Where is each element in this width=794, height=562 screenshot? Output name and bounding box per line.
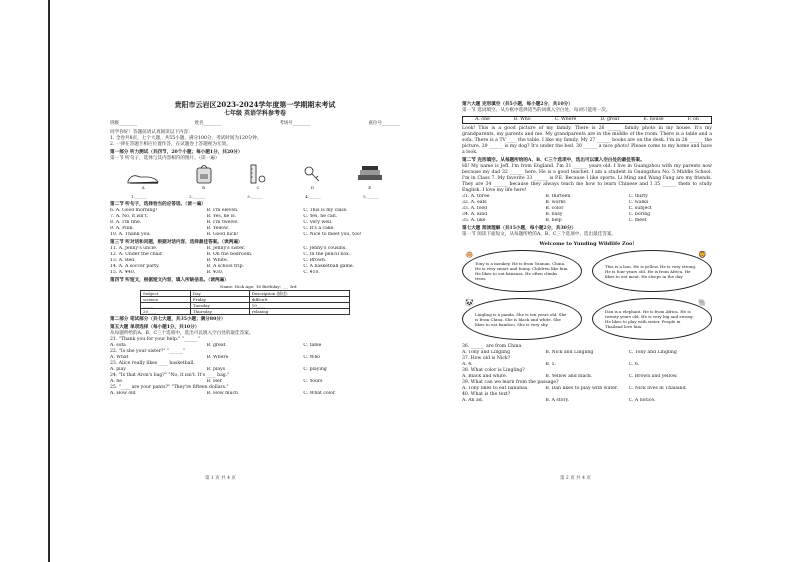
panda-icon: 🐼 [465,299,474,307]
question: 25. "____ are your pants?" "They're fifteen dollars." [110,385,229,390]
sec7-heading: 第七大题 阅读理解（共15小题，每小题2分，共30分） [462,226,577,231]
options-row: A. Tony and Lingling B. Nick and Lingling C. Tony and Lingling [462,350,677,355]
keys-icon [301,163,323,185]
sec6-heading: 第六大题 完形填空（共5小题，每小题2分，共10分） [462,102,573,107]
sneakers-icon [126,169,160,185]
sec2-heading: 第二节 听句子，选择恰当的应答语。（读一遍） [110,202,206,207]
picture-a: A [126,169,160,191]
options-row: A. 4. B. 5. C. 6. [462,362,640,367]
sec7a-heading: 第一节 阅读下面短文，从每题所给的A、B、C三个选项中，选出最佳答案。 [462,232,617,237]
exam-title: 贵阳市云岩区2023-2024学年度第一学期期末考试 [174,100,336,109]
table-row: 20____ Thursday relaxing [141,309,350,315]
sec5-heading: 第五大题 单项选择（每小题1分，共10分） [110,325,200,330]
table-row: science Friday difficult [141,297,350,303]
name-field[interactable]: 姓名________ [194,121,222,126]
seat-field[interactable]: 座位号________ [368,121,400,126]
sec5-note: 从每题所给的A、B、C三个选项中，选出可以填入空白处的最佳答案。 [110,331,254,336]
exam-subtitle: 七年级 英语学科参考卷 [223,110,287,117]
lion-icon: 🦁 [698,251,707,259]
table-row: Subject Day Description (描述) [141,291,350,297]
picture-e: E [356,165,384,191]
notice-item: 1. 全卷共8页，七个大题，共55小题，满分100分，考试时间为120分钟。 [110,136,262,141]
question: 23. Alice really likes ____ basketball. [110,361,195,366]
part1-heading: 第一部分 听力测试（共四节，20个小题；每小题1分，共20分） [110,150,243,155]
question: 38. What color is Lingling? [462,368,525,373]
ruler-icon [247,163,269,185]
options-row: A. sofa B. great C. table [110,343,322,348]
sec3-heading: 第三节 听对话和问题，根据对话内容，选择最佳答案。（读两遍） [110,240,243,245]
notice-item: 2. 一律在答题卡相应位置作答，在试题卷上答题视为无效。 [110,142,231,147]
question-row: 12. A. Under the chair. B. On the bedroom. C. In the pencil box. [110,252,351,257]
card-monkey: 🐵 Tony is a monkey. He is from Yunnan, China. He is very smart and funny. Children like him. He likes to eat bananas. He often climbs trees. [462,250,582,292]
cloze-passage-2: Hi! My name is Jeff. I'm from England. I'm 31 ______ years old. I live in Guangzhou with my parents now because my dad 32 ______ here. He is a good teacher. I am a student in Guangzhou No. 5 Middle School. I'm in Class 7. My favorite 33 ______ is P.E. Because I like sports. Li Ming and Wang Fang are my friends. They are 34 ______ because they always teach me how to learn Chinese and I 35 ______ them to study English. I love my life here! [462,164,712,193]
question: 24. "Is that Aron's bag?" "No, it isn't. It's ____ bag." [110,373,230,378]
options-row: A. he B. Her C. Yours [110,379,323,384]
sec6b-heading: 第二节 完形填空。从每题所给的A、B、C三个选项中，选出可以填入空白处的最佳答案。 [462,158,645,163]
options-row: 33. A. food B. color C. subject [462,206,652,211]
animal-cards [462,250,712,340]
picture-c: C [247,163,269,191]
question: 22. "Is she your sister?" "______" [110,349,185,354]
options-row: A. What B. Where C. Who [110,355,321,360]
options-row: A. Black and white. B. Yellow and black. C. Brown and yellow. [462,374,678,379]
zoo-title: Welcome to Yunding Wildlife Zoo! [539,241,635,247]
books-icon [356,165,384,185]
sec1-heading: 第一节 听句子，选择与其内容相符的图片。（读一遍） [110,156,220,161]
question: 36. ______ are from China. [462,344,523,349]
picture-row [110,165,400,191]
options-row: A. play B. plays C. playing [110,367,327,372]
info-table [140,290,350,315]
binding-edge-line [48,0,50,562]
question-row: 6. A. Good morning! B. I'm eleven. C. This is my class. [110,208,348,213]
part2-heading: 第二部分 笔试部分（共七大题，共35小题；满分80分） [110,317,226,322]
sec6a-heading: 第一节 选词填空。从方框中选择适当的词填入空白处，每词只能用一次。 [462,108,611,113]
cloze-passage-1: Look! This is a good picture of my family. There is 26 ______ family photo in my house. It's my grandparents, my parents and me. My grandparents are in the middle of the room. There is a table and a sofa. There is a TV ____ the table. I like my family. My 27 ______ books are on the desk. I'm in 28 ______ the picture. 29 ______ is my dog? It's under the bed. 30 ______ a nice photo! Please come to my home and have a look. [462,126,712,155]
options-row: A. How old B. How much C. What color [110,391,336,396]
options-row: A. An ad. B. A story. C. A notice. [462,398,656,403]
options-row: 31. A. three B. thirteen C. thirty [462,194,648,199]
question-row: 9. A. Pink. B. Yellow. C. It's a cake. [110,226,335,231]
question-row: 10. A. Thank you. B. Good luck! C. Nice to meet you, too! [110,232,362,237]
table-header-line: Name: Nick Age: 16 Birthday: ___ 3rd [220,284,297,289]
question-row: 14. A. A soccer party. B. A school trip. C. A basketball game. [110,264,355,269]
card-elephant: 🐘 Dan is a elephant. He is from Africa. He is twenty years old. He is very big and strong. He likes to play with water. People in Thailand love him. [592,298,712,340]
page-2-footer: 第 2 页 共 4 页 [560,476,591,481]
table-row: _____ Tuesday 19____ [141,303,350,309]
card-lion: 🦁 This is a lion. He is yellow. He is very strong. He is four years old. He is from Africa. He likes to eat meat. He sleeps in the day. [592,250,712,292]
class-field[interactable]: 班级________ [110,121,137,126]
answer-lines: 1.______ 2.______ 3.______ 4.______ 5.______ [131,194,379,199]
question: 21. "Thank you for your help." "______" [110,337,200,342]
question-row: 8. A. I'm fine. B. I'm twelve. C. Very well. [110,220,333,225]
question: 40. What is the text? [462,392,511,397]
picture-b: B [193,163,215,191]
schoolbag-icon [193,163,215,185]
elephant-icon: 🐘 [698,299,707,307]
word-box: A. one B. Who C. Where D. great E. house F. on [462,116,712,124]
options-row: 35. A. like B. help C. meet [462,218,647,223]
notice-heading: 同学你好！答题前请认真阅读以下内容： [110,130,193,135]
options-row: 34. A. kind B. busy C. boring [462,212,651,217]
question-row: 13. A. Red. B. White. C. Brown. [110,258,327,263]
student-info-row [110,121,400,127]
sec4-heading: 第四节 听短文，根据短文内容，填入所缺信息。（读两遍） [110,278,229,283]
question: 37. How old is Nick? [462,356,511,361]
options-row: 32. A. eats B. works C. walks [462,200,649,205]
room-field[interactable]: 考场号________ [279,121,311,126]
monkey-icon: 🐵 [465,251,474,259]
question-row: 7. A. No, it isn't. B. Yes, he is. C. Yes, he can. [110,214,338,219]
picture-d: D [301,163,323,191]
card-panda: 🐼 Lingling is a panda. She is ten years old. She is from China. She is black and white. She likes to eat bamboo. She is very shy. [462,298,582,340]
question: 39. What can we learn from the passage? [462,380,559,385]
options-row: A. Tony likes to eat bananas. B. Dan likes to play with water. C. Nick lives in Thailand. [462,386,687,391]
exam-page-2 [462,100,712,500]
page-1-footer: 第 1 页 共 4 页 [205,476,236,481]
question-row: 11. A. Jenny's uncle. B. Jenny's sister. C. Jenny's cousins. [110,246,347,251]
question-row: 15. A. ¥40. B. ¥30. C. ¥10. [110,270,320,275]
exam-page-1 [110,100,400,500]
